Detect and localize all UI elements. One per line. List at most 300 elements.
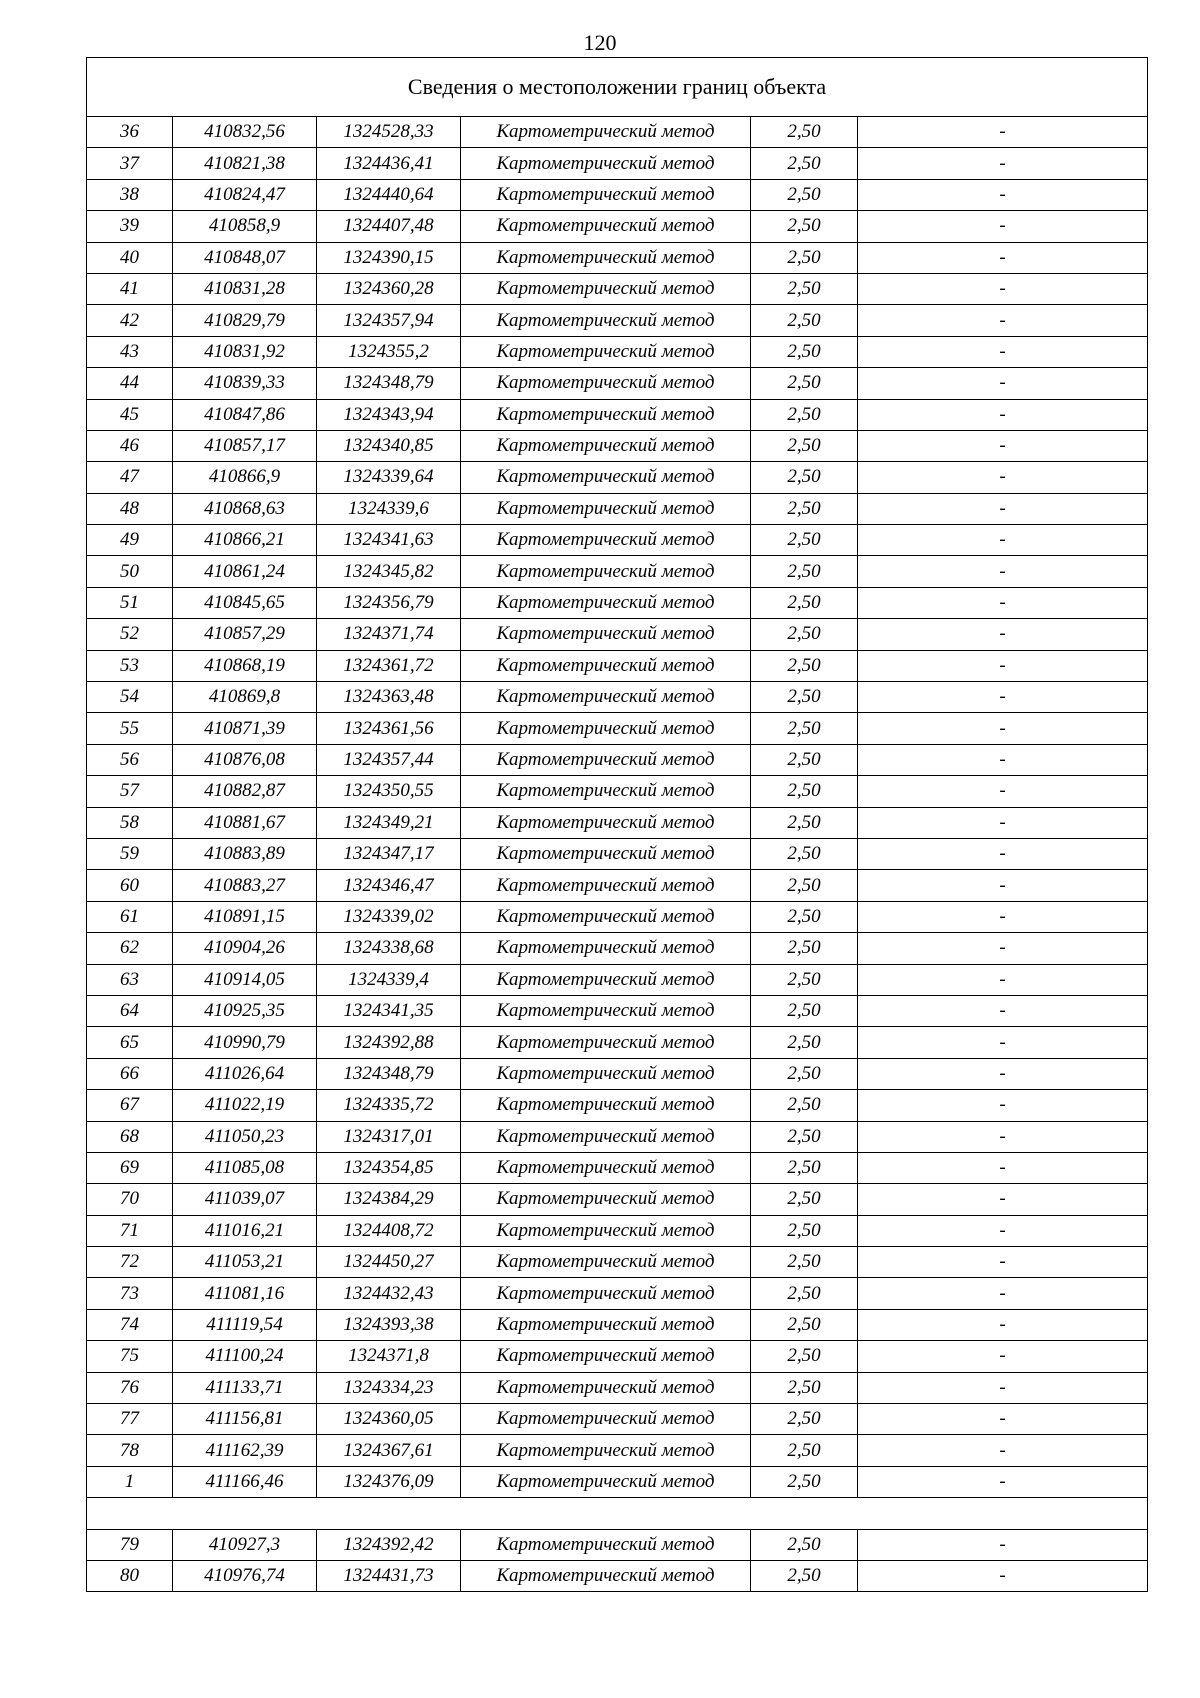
x-coordinate-cell: 410831,28 (173, 273, 317, 304)
table-row (87, 556, 1148, 587)
accuracy-cell: 2,50 (751, 1027, 858, 1058)
accuracy-cell: 2,50 (751, 211, 858, 242)
x-coordinate-cell: 410927,3 (173, 1529, 317, 1560)
description-cell: - (858, 838, 1148, 869)
point-number-cell: 80 (87, 1560, 173, 1591)
accuracy-cell: 2,50 (751, 1341, 858, 1372)
accuracy-cell: 2,50 (751, 368, 858, 399)
description-cell: - (858, 995, 1148, 1026)
table-row (87, 1341, 1148, 1372)
accuracy-cell: 2,50 (751, 776, 858, 807)
description-cell: - (858, 556, 1148, 587)
table-row (87, 1058, 1148, 1089)
method-cell: Картометрический метод (461, 399, 751, 430)
y-coordinate-cell: 1324360,28 (317, 273, 461, 304)
accuracy-cell: 2,50 (751, 1215, 858, 1246)
method-cell: Картометрический метод (461, 1466, 751, 1497)
method-cell: Картометрический метод (461, 148, 751, 179)
method-cell: Картометрический метод (461, 807, 751, 838)
y-coordinate-cell: 1324450,27 (317, 1247, 461, 1278)
x-coordinate-cell: 411166,46 (173, 1466, 317, 1497)
description-cell: - (858, 650, 1148, 681)
accuracy-cell: 2,50 (751, 525, 858, 556)
table-row (87, 1027, 1148, 1058)
point-number-cell: 64 (87, 995, 173, 1026)
method-cell: Картометрический метод (461, 430, 751, 461)
description-cell: - (858, 1529, 1148, 1560)
accuracy-cell: 2,50 (751, 1184, 858, 1215)
method-cell: Картометрический метод (461, 619, 751, 650)
table-row (87, 148, 1148, 179)
accuracy-cell: 2,50 (751, 179, 858, 210)
method-cell: Картометрический метод (461, 1435, 751, 1466)
x-coordinate-cell: 410861,24 (173, 556, 317, 587)
accuracy-cell: 2,50 (751, 650, 858, 681)
method-cell: Картометрический метод (461, 368, 751, 399)
description-cell: - (858, 1247, 1148, 1278)
accuracy-cell: 2,50 (751, 1466, 858, 1497)
point-number-cell: 48 (87, 493, 173, 524)
point-number-cell: 59 (87, 838, 173, 869)
table-row (87, 1309, 1148, 1340)
accuracy-cell: 2,50 (751, 1121, 858, 1152)
point-number-cell: 74 (87, 1309, 173, 1340)
y-coordinate-cell: 1324348,79 (317, 1058, 461, 1089)
point-number-cell: 62 (87, 933, 173, 964)
accuracy-cell: 2,50 (751, 1247, 858, 1278)
x-coordinate-cell: 411133,71 (173, 1372, 317, 1403)
table-row (87, 650, 1148, 681)
description-cell: - (858, 776, 1148, 807)
description-cell: - (858, 619, 1148, 650)
description-cell: - (858, 1341, 1148, 1372)
table-spacer-row (87, 1498, 1148, 1529)
method-cell: Картометрический метод (461, 1278, 751, 1309)
description-cell: - (858, 179, 1148, 210)
point-number-cell: 66 (87, 1058, 173, 1089)
table-row (87, 117, 1148, 148)
point-number-cell: 41 (87, 273, 173, 304)
y-coordinate-cell: 1324431,73 (317, 1560, 461, 1591)
x-coordinate-cell: 410829,79 (173, 305, 317, 336)
y-coordinate-cell: 1324392,42 (317, 1529, 461, 1560)
x-coordinate-cell: 411119,54 (173, 1309, 317, 1340)
x-coordinate-cell: 410857,17 (173, 430, 317, 461)
y-coordinate-cell: 1324340,85 (317, 430, 461, 461)
point-number-cell: 51 (87, 587, 173, 618)
point-number-cell: 1 (87, 1466, 173, 1497)
point-number-cell: 57 (87, 776, 173, 807)
table-row (87, 1184, 1148, 1215)
x-coordinate-cell: 411081,16 (173, 1278, 317, 1309)
description-cell: - (858, 525, 1148, 556)
x-coordinate-cell: 410848,07 (173, 242, 317, 273)
y-coordinate-cell: 1324367,61 (317, 1435, 461, 1466)
table-row (87, 336, 1148, 367)
accuracy-cell: 2,50 (751, 1560, 858, 1591)
table-row (87, 1435, 1148, 1466)
y-coordinate-cell: 1324436,41 (317, 148, 461, 179)
accuracy-cell: 2,50 (751, 1309, 858, 1340)
point-number-cell: 52 (87, 619, 173, 650)
y-coordinate-cell: 1324317,01 (317, 1121, 461, 1152)
x-coordinate-cell: 411050,23 (173, 1121, 317, 1152)
x-coordinate-cell: 410824,47 (173, 179, 317, 210)
description-cell: - (858, 1215, 1148, 1246)
accuracy-cell: 2,50 (751, 587, 858, 618)
method-cell: Картометрический метод (461, 1090, 751, 1121)
point-number-cell: 72 (87, 1247, 173, 1278)
x-coordinate-cell: 410882,87 (173, 776, 317, 807)
point-number-cell: 73 (87, 1278, 173, 1309)
description-cell: - (858, 1372, 1148, 1403)
y-coordinate-cell: 1324349,21 (317, 807, 461, 838)
y-coordinate-cell: 1324345,82 (317, 556, 461, 587)
y-coordinate-cell: 1324408,72 (317, 1215, 461, 1246)
y-coordinate-cell: 1324339,64 (317, 462, 461, 493)
y-coordinate-cell: 1324392,88 (317, 1027, 461, 1058)
x-coordinate-cell: 410883,89 (173, 838, 317, 869)
method-cell: Картометрический метод (461, 336, 751, 367)
y-coordinate-cell: 1324357,94 (317, 305, 461, 336)
x-coordinate-cell: 410871,39 (173, 713, 317, 744)
description-cell: - (858, 462, 1148, 493)
y-coordinate-cell: 1324393,38 (317, 1309, 461, 1340)
accuracy-cell: 2,50 (751, 1058, 858, 1089)
x-coordinate-cell: 410866,21 (173, 525, 317, 556)
table-row (87, 870, 1148, 901)
description-cell: - (858, 1058, 1148, 1089)
y-coordinate-cell: 1324350,55 (317, 776, 461, 807)
accuracy-cell: 2,50 (751, 933, 858, 964)
y-coordinate-cell: 1324371,8 (317, 1341, 461, 1372)
y-coordinate-cell: 1324432,43 (317, 1278, 461, 1309)
y-coordinate-cell: 1324371,74 (317, 619, 461, 650)
method-cell: Картометрический метод (461, 1184, 751, 1215)
table-row (87, 807, 1148, 838)
method-cell: Картометрический метод (461, 776, 751, 807)
description-cell: - (858, 493, 1148, 524)
method-cell: Картометрический метод (461, 211, 751, 242)
table-title: Сведения о местоположении границ объекта (87, 58, 1148, 117)
x-coordinate-cell: 411022,19 (173, 1090, 317, 1121)
empty-cell (87, 1498, 1148, 1529)
accuracy-cell: 2,50 (751, 1529, 858, 1560)
table-row (87, 995, 1148, 1026)
y-coordinate-cell: 1324356,79 (317, 587, 461, 618)
description-cell: - (858, 399, 1148, 430)
method-cell: Картометрический метод (461, 933, 751, 964)
point-number-cell: 58 (87, 807, 173, 838)
table-row (87, 776, 1148, 807)
x-coordinate-cell: 410868,19 (173, 650, 317, 681)
table-row (87, 399, 1148, 430)
accuracy-cell: 2,50 (751, 1372, 858, 1403)
accuracy-cell: 2,50 (751, 1435, 858, 1466)
table-row (87, 1090, 1148, 1121)
description-cell: - (858, 430, 1148, 461)
accuracy-cell: 2,50 (751, 148, 858, 179)
method-cell: Картометрический метод (461, 995, 751, 1026)
table-row (87, 430, 1148, 461)
y-coordinate-cell: 1324347,17 (317, 838, 461, 869)
table-row (87, 462, 1148, 493)
table-row (87, 1278, 1148, 1309)
point-number-cell: 46 (87, 430, 173, 461)
description-cell: - (858, 1027, 1148, 1058)
description-cell: - (858, 117, 1148, 148)
x-coordinate-cell: 411016,21 (173, 1215, 317, 1246)
y-coordinate-cell: 1324335,72 (317, 1090, 461, 1121)
description-cell: - (858, 1090, 1148, 1121)
accuracy-cell: 2,50 (751, 1278, 858, 1309)
x-coordinate-cell: 411085,08 (173, 1152, 317, 1183)
table-row (87, 1404, 1148, 1435)
y-coordinate-cell: 1324339,02 (317, 901, 461, 932)
table-row (87, 964, 1148, 995)
y-coordinate-cell: 1324341,63 (317, 525, 461, 556)
point-number-cell: 76 (87, 1372, 173, 1403)
method-cell: Картометрический метод (461, 242, 751, 273)
point-number-cell: 49 (87, 525, 173, 556)
accuracy-cell: 2,50 (751, 838, 858, 869)
description-cell: - (858, 1152, 1148, 1183)
point-number-cell: 47 (87, 462, 173, 493)
accuracy-cell: 2,50 (751, 493, 858, 524)
description-cell: - (858, 148, 1148, 179)
y-coordinate-cell: 1324339,6 (317, 493, 461, 524)
accuracy-cell: 2,50 (751, 336, 858, 367)
y-coordinate-cell: 1324363,48 (317, 682, 461, 713)
table-row (87, 368, 1148, 399)
x-coordinate-cell: 410881,67 (173, 807, 317, 838)
point-number-cell: 67 (87, 1090, 173, 1121)
description-cell: - (858, 336, 1148, 367)
x-coordinate-cell: 410845,65 (173, 587, 317, 618)
y-coordinate-cell: 1324334,23 (317, 1372, 461, 1403)
x-coordinate-cell: 410891,15 (173, 901, 317, 932)
method-cell: Картометрический метод (461, 117, 751, 148)
accuracy-cell: 2,50 (751, 901, 858, 932)
accuracy-cell: 2,50 (751, 619, 858, 650)
accuracy-cell: 2,50 (751, 1090, 858, 1121)
method-cell: Картометрический метод (461, 838, 751, 869)
point-number-cell: 42 (87, 305, 173, 336)
accuracy-cell: 2,50 (751, 556, 858, 587)
y-coordinate-cell: 1324440,64 (317, 179, 461, 210)
x-coordinate-cell: 411053,21 (173, 1247, 317, 1278)
point-number-cell: 63 (87, 964, 173, 995)
y-coordinate-cell: 1324407,48 (317, 211, 461, 242)
description-cell: - (858, 273, 1148, 304)
accuracy-cell: 2,50 (751, 117, 858, 148)
y-coordinate-cell: 1324361,72 (317, 650, 461, 681)
x-coordinate-cell: 410821,38 (173, 148, 317, 179)
y-coordinate-cell: 1324361,56 (317, 713, 461, 744)
table-row (87, 1247, 1148, 1278)
table-row (87, 493, 1148, 524)
table-row (87, 305, 1148, 336)
description-cell: - (858, 1184, 1148, 1215)
table-body (87, 58, 1148, 1592)
description-cell: - (858, 1404, 1148, 1435)
y-coordinate-cell: 1324346,47 (317, 870, 461, 901)
description-cell: - (858, 1560, 1148, 1591)
method-cell: Картометрический метод (461, 650, 751, 681)
table-title-row (87, 58, 1148, 117)
method-cell: Картометрический метод (461, 964, 751, 995)
y-coordinate-cell: 1324376,09 (317, 1466, 461, 1497)
table-row (87, 525, 1148, 556)
table-row (87, 1215, 1148, 1246)
table-row (87, 619, 1148, 650)
point-number-cell: 44 (87, 368, 173, 399)
point-number-cell: 65 (87, 1027, 173, 1058)
description-cell: - (858, 964, 1148, 995)
description-cell: - (858, 870, 1148, 901)
table-row (87, 273, 1148, 304)
point-number-cell: 79 (87, 1529, 173, 1560)
x-coordinate-cell: 410831,92 (173, 336, 317, 367)
accuracy-cell: 2,50 (751, 807, 858, 838)
accuracy-cell: 2,50 (751, 305, 858, 336)
method-cell: Картометрический метод (461, 179, 751, 210)
table-row (87, 242, 1148, 273)
method-cell: Картометрический метод (461, 1058, 751, 1089)
point-number-cell: 75 (87, 1341, 173, 1372)
description-cell: - (858, 713, 1148, 744)
table-row (87, 587, 1148, 618)
x-coordinate-cell: 410876,08 (173, 744, 317, 775)
accuracy-cell: 2,50 (751, 870, 858, 901)
point-number-cell: 39 (87, 211, 173, 242)
point-number-cell: 50 (87, 556, 173, 587)
point-number-cell: 69 (87, 1152, 173, 1183)
method-cell: Картометрический метод (461, 305, 751, 336)
description-cell: - (858, 933, 1148, 964)
x-coordinate-cell: 410866,9 (173, 462, 317, 493)
x-coordinate-cell: 410914,05 (173, 964, 317, 995)
table-row (87, 901, 1148, 932)
table-row (87, 1372, 1148, 1403)
table-row (87, 179, 1148, 210)
point-number-cell: 61 (87, 901, 173, 932)
accuracy-cell: 2,50 (751, 964, 858, 995)
method-cell: Картометрический метод (461, 525, 751, 556)
point-number-cell: 55 (87, 713, 173, 744)
x-coordinate-cell: 411026,64 (173, 1058, 317, 1089)
table-row (87, 838, 1148, 869)
method-cell: Картометрический метод (461, 1309, 751, 1340)
accuracy-cell: 2,50 (751, 242, 858, 273)
description-cell: - (858, 1121, 1148, 1152)
page-number: 120 (583, 30, 617, 55)
table-row (87, 1466, 1148, 1497)
method-cell: Картометрический метод (461, 901, 751, 932)
y-coordinate-cell: 1324354,85 (317, 1152, 461, 1183)
x-coordinate-cell: 410847,86 (173, 399, 317, 430)
accuracy-cell: 2,50 (751, 1152, 858, 1183)
x-coordinate-cell: 410868,63 (173, 493, 317, 524)
method-cell: Картометрический метод (461, 1560, 751, 1591)
point-number-cell: 53 (87, 650, 173, 681)
accuracy-cell: 2,50 (751, 462, 858, 493)
table-row (87, 1152, 1148, 1183)
method-cell: Картометрический метод (461, 1372, 751, 1403)
point-number-cell: 68 (87, 1121, 173, 1152)
x-coordinate-cell: 410858,9 (173, 211, 317, 242)
point-number-cell: 37 (87, 148, 173, 179)
y-coordinate-cell: 1324528,33 (317, 117, 461, 148)
y-coordinate-cell: 1324357,44 (317, 744, 461, 775)
y-coordinate-cell: 1324355,2 (317, 336, 461, 367)
description-cell: - (858, 744, 1148, 775)
method-cell: Картометрический метод (461, 870, 751, 901)
table-row (87, 682, 1148, 713)
x-coordinate-cell: 410869,8 (173, 682, 317, 713)
x-coordinate-cell: 410976,74 (173, 1560, 317, 1591)
x-coordinate-cell: 410857,29 (173, 619, 317, 650)
point-number-cell: 78 (87, 1435, 173, 1466)
x-coordinate-cell: 411039,07 (173, 1184, 317, 1215)
table-row (87, 744, 1148, 775)
method-cell: Картометрический метод (461, 1215, 751, 1246)
x-coordinate-cell: 410883,27 (173, 870, 317, 901)
description-cell: - (858, 368, 1148, 399)
description-cell: - (858, 1466, 1148, 1497)
y-coordinate-cell: 1324343,94 (317, 399, 461, 430)
x-coordinate-cell: 411100,24 (173, 1341, 317, 1372)
method-cell: Картометрический метод (461, 713, 751, 744)
point-number-cell: 40 (87, 242, 173, 273)
point-number-cell: 56 (87, 744, 173, 775)
description-cell: - (858, 211, 1148, 242)
description-cell: - (858, 807, 1148, 838)
description-cell: - (858, 1309, 1148, 1340)
method-cell: Картометрический метод (461, 462, 751, 493)
table-row (87, 1121, 1148, 1152)
method-cell: Картометрический метод (461, 1404, 751, 1435)
y-coordinate-cell: 1324390,15 (317, 242, 461, 273)
point-number-cell: 71 (87, 1215, 173, 1246)
y-coordinate-cell: 1324348,79 (317, 368, 461, 399)
x-coordinate-cell: 410990,79 (173, 1027, 317, 1058)
table-row (87, 1529, 1148, 1560)
point-number-cell: 43 (87, 336, 173, 367)
y-coordinate-cell: 1324338,68 (317, 933, 461, 964)
x-coordinate-cell: 411156,81 (173, 1404, 317, 1435)
x-coordinate-cell: 410832,56 (173, 117, 317, 148)
description-cell: - (858, 901, 1148, 932)
table-row (87, 1560, 1148, 1591)
y-coordinate-cell: 1324341,35 (317, 995, 461, 1026)
accuracy-cell: 2,50 (751, 682, 858, 713)
x-coordinate-cell: 411162,39 (173, 1435, 317, 1466)
description-cell: - (858, 242, 1148, 273)
table-row (87, 211, 1148, 242)
method-cell: Картометрический метод (461, 682, 751, 713)
description-cell: - (858, 1435, 1148, 1466)
y-coordinate-cell: 1324360,05 (317, 1404, 461, 1435)
method-cell: Картометрический метод (461, 556, 751, 587)
point-number-cell: 77 (87, 1404, 173, 1435)
description-cell: - (858, 1278, 1148, 1309)
boundary-coordinates-table (86, 57, 1148, 1592)
accuracy-cell: 2,50 (751, 430, 858, 461)
description-cell: - (858, 682, 1148, 713)
method-cell: Картометрический метод (461, 273, 751, 304)
x-coordinate-cell: 410925,35 (173, 995, 317, 1026)
